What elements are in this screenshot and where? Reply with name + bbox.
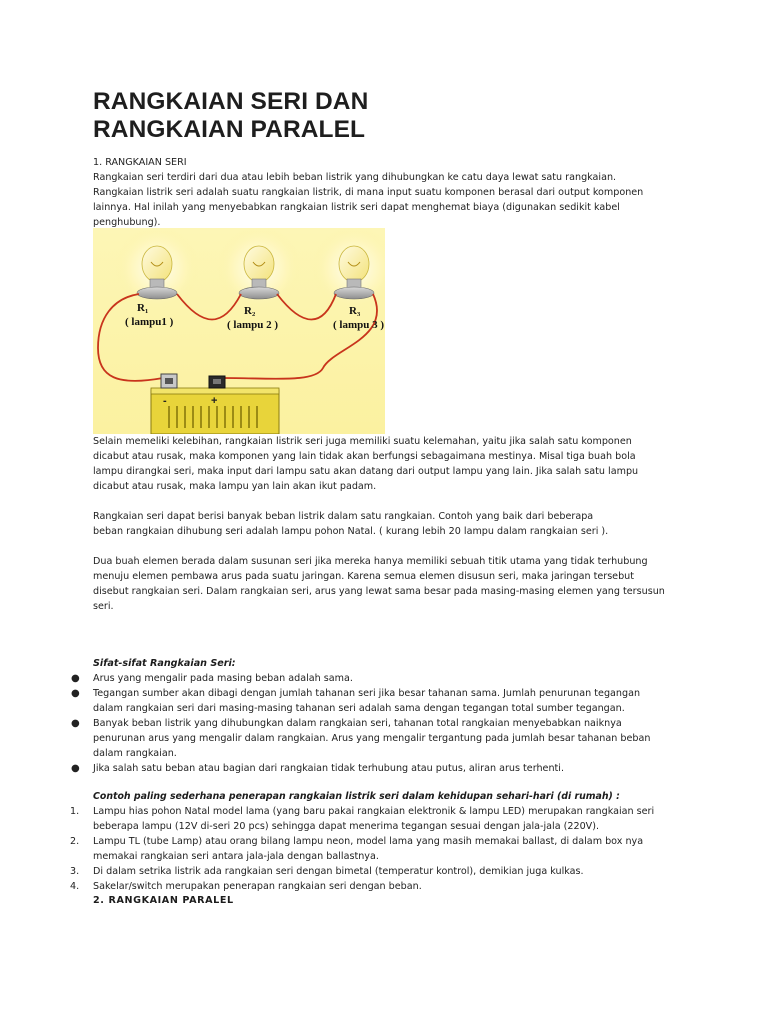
- text-line: dicabut atau rusak, maka lampu yan lain akan ikut padam.: [93, 481, 377, 492]
- label-r1: R₁: [137, 302, 149, 314]
- list-item: [0, 864, 768, 879]
- intro-line: Rangkaian listrik seri adalah suatu rangkaian listrik, di mana input suatu komponen berasal dari output komponen: [93, 187, 644, 198]
- text-line: seri.: [93, 601, 114, 612]
- section-1-heading: 1. RANGKAIAN SERI: [93, 157, 187, 168]
- list-number: 3.: [70, 866, 80, 877]
- text-line: dicabut atau rusak, maka komponen yang lain tidak akan berfungsi sebagaimana mestinya. Misal tiga buah bola: [93, 451, 636, 462]
- text-line: dalam rangkaian.: [93, 748, 177, 759]
- properties-heading: Sifat-sifat Rangkaian Seri:: [93, 658, 236, 669]
- text-line: penurunan arus yang mengalir dalam rangkaian. Arus yang mengalir tergantung pada jumlah besar tahanan beban: [93, 733, 651, 744]
- text-line: Dua buah elemen berada dalam susunan seri jika mereka hanya memiliki sebuah titik utama yang tidak terhubung: [93, 556, 648, 567]
- label-lamp2: ( lampu 2 ): [227, 319, 279, 331]
- paragraph-definition: [93, 554, 683, 614]
- text-line: Di dalam setrika listrik ada rangkaian seri dengan bimetal (temperatur kontrol), demikian juga kulkas.: [93, 866, 584, 877]
- text-line: disebut rangkaian seri. Dalam rangkaian seri, arus yang lewat sama besar pada masing-masing elemen yang tersusun: [93, 586, 665, 597]
- list-item: ● Jika salah satu beban atau bagian dari rangkaian tidak terhubung atau putus, aliran arus terhenti.: [0, 761, 768, 776]
- properties-list: [0, 671, 768, 776]
- label-r3: R₃: [349, 305, 361, 317]
- label-lamp3: ( lampu 3 ): [333, 319, 385, 331]
- battery-plus-label: +: [211, 395, 218, 407]
- battery-minus-label: -: [163, 395, 167, 407]
- list-item: [0, 804, 768, 834]
- text-line: Sakelar/switch merupakan penerapan rangkaian seri dengan beban.: [93, 881, 422, 892]
- label-r2: R₂: [244, 305, 256, 317]
- list-item: [0, 834, 768, 864]
- text-line: dalam rangkaian seri dari masing-masing tahanan seri adalah sama dengan tegangan total sumber tegangan.: [93, 703, 625, 714]
- examples-heading: Contoh paling sederhana penerapan rangkaian listrik seri dalam kehidupan sehari-hari (di rumah) :: [93, 791, 620, 802]
- paragraph-example: [93, 509, 683, 539]
- text-line: beberapa lampu (12V di-seri 20 pcs) sehingga dapat menerima tegangan sesuai dengan jala-jala (220V).: [93, 821, 600, 832]
- text-line: Jika salah satu beban atau bagian dari rangkaian tidak terhubung atau putus, aliran arus terhenti.: [93, 763, 565, 774]
- text-line: Rangkaian seri dapat berisi banyak beban listrik dalam satu rangkaian. Contoh yang baik dari beberapa: [93, 511, 594, 522]
- intro-line: Rangkaian seri terdiri dari dua atau lebih beban listrik yang dihubungkan ke catu daya lewat satu rangkaian.: [93, 172, 617, 183]
- section-2-heading: 2. RANGKAIAN PARALEL: [93, 895, 234, 906]
- title-line-1: RANGKAIAN SERI DAN: [93, 88, 369, 115]
- list-item: ● Banyak beban listrik yang dihubungkan dalam rangkaian seri, tahanan total rangkaian menyebabkan naiknya penurunan arus yang mengalir dalam rangkaian. Arus yang mengalir tergantung pada jumlah besar tahanan beban dalam rangkaian.: [0, 716, 768, 761]
- intro-line: lainnya. Hal inilah yang menyebabkan rangkaian listrik seri dapat menghemat biaya (digunakan sedikit kabel: [93, 202, 620, 213]
- list-number: 4.: [70, 881, 80, 892]
- text-line: Lampu hias pohon Natal model lama (yang baru pakai rangkaian elektronik & lampu LED) merupakan rangkaian seri: [93, 806, 655, 817]
- examples-list: [0, 804, 768, 894]
- label-lamp1: ( lampu1 ): [125, 316, 174, 328]
- series-circuit-figure: [93, 228, 385, 434]
- list-item: ● Tegangan sumber akan dibagi dengan jumlah tahanan seri jika besar tahanan sama. Jumlah penurunan tegangan dalam rangkaian seri dari masing-masing tahanan seri adalah sama dengan tegangan total sumber tegangan.: [0, 686, 768, 716]
- text-line: Selain memeliki kelebihan, rangkaian listrik seri juga memiliki suatu kelemahan, yaitu jika salah satu komponen: [93, 436, 632, 447]
- list-number: 2.: [70, 836, 80, 847]
- section-1-block: [93, 155, 683, 230]
- text-line: Tegangan sumber akan dibagi dengan jumlah tahanan seri jika besar tahanan sama. Jumlah penurunan tegangan: [93, 688, 641, 699]
- circuit-illustration: [93, 228, 385, 434]
- title-line-2: RANGKAIAN PARALEL: [93, 116, 366, 143]
- paragraph-weakness: [93, 434, 683, 494]
- text-line: menuju elemen pembawa arus pada suatu jaringan. Karena semua elemen disusun seri, maka jaringan tersebut: [93, 571, 635, 582]
- text-line: lampu dirangkai seri, maka input dari lampu satu akan datang dari output lampu yang lain. Jika salah satu lampu: [93, 466, 639, 477]
- text-line: Banyak beban listrik yang dihubungkan dalam rangkaian seri, tahanan total rangkaian menyebabkan naiknya: [93, 718, 622, 729]
- text-line: Arus yang mengalir pada masing beban adalah sama.: [93, 673, 353, 684]
- text-line: beban rangkaian dihubung seri adalah lampu pohon Natal. ( kurang lebih 20 lampu dalam rangkaian seri ).: [93, 526, 609, 537]
- list-number: 1.: [70, 806, 80, 817]
- page-title: [93, 88, 693, 144]
- list-item: [0, 879, 768, 894]
- list-item: ● Arus yang mengalir pada masing beban adalah sama.: [0, 671, 768, 686]
- intro-line: penghubung).: [93, 217, 161, 228]
- text-line: Lampu TL (tube Lamp) atau orang bilang lampu neon, model lama yang masih memakai ballast, di dalam box nya: [93, 836, 644, 847]
- text-line: memakai rangkaian seri antara jala-jala dengan ballastnya.: [93, 851, 379, 862]
